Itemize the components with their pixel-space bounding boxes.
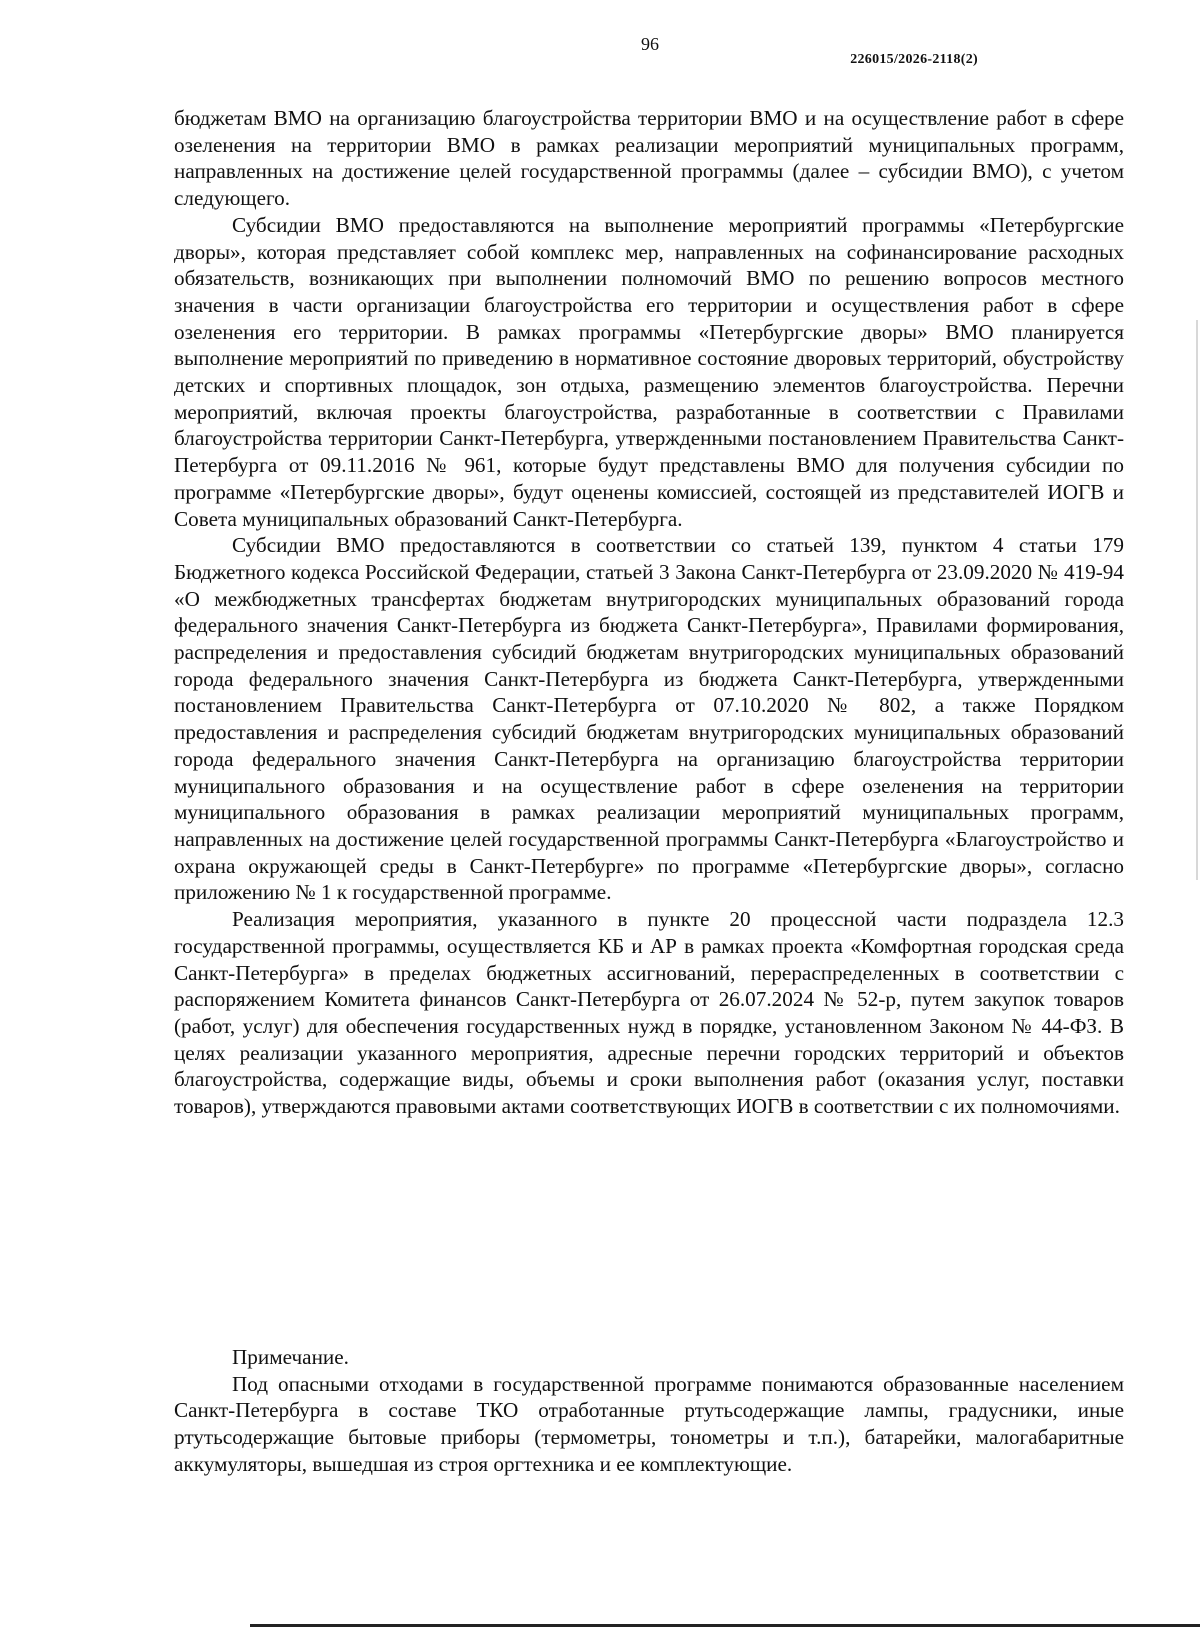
paragraph-legal-basis: Субсидии ВМО предоставляются в соответствии со статьей 139, пунктом 4 статьи 179 Бюджетного кодекса Российской Федерации, статьей 3 Закона Санкт-Петербурга от 23.09.2020 № 419-94 «О межбюджетных трансфертах бюджетам внутригородских муниципальных образований города федерального значения Санкт-Петербурга из бюджета Санкт-Петербурга», Правилами формирования, распределения и предоставления субсидий бюджетам внутригородских муниципальных образований города федерального значения Санкт-Петербурга из бюджета Санкт-Петербурга, утвержденными постановлением Правительства Санкт-Петербурга от 07.10.2020 № 802, а также Порядком предоставления и распределения субсидий бюджетам внутригородских муниципальных образований города федерального значения Санкт-Петербурга на организацию благоустройства территории муниципального образования и на осуществление работ в сфере озеленения на территории муниципального образования в рамках реализации мероприятий муниципальных программ, направленных на достижение целей государственной программы Санкт-Петербурга «Благоустройство и охрана окружающей среды в Санкт-Петербурге» по программе «Петербургские дворы», согласно приложению № 1 к государственной программе.: [174, 533, 1124, 905]
scan-bottom-border: [250, 1624, 1200, 1627]
note-text: Под опасными отходами в государственной программе понимаются образованные населением Санкт-Петербурга в составе ТКО отработанные ртутьсодержащие лампы, градусники, иные ртутьсодержащие бытовые приборы (термометры, тонометры и т.п.), батарейки, малогабаритные аккумуляторы, вышедшая из строя оргтехника и ее комплектующие.: [174, 1371, 1124, 1476]
note-title: Примечание.: [232, 1345, 349, 1369]
page-number: 96: [641, 34, 659, 54]
paragraph-implementation: Реализация мероприятия, указанного в пункте 20 процессной части подраздела 12.3 государственной программы, осуществляется КБ и АР в рамках проекта «Комфортная городская среда Санкт-Петербурга» в пределах бюджетных ассигнований, перераспределенных в соответствии с распоряжением Комитета финансов Санкт-Петербурга от 26.07.2024 № 52-р, путем закупок товаров (работ, услуг) для обеспечения государственных нужд в порядке, установленном Законом № 44-ФЗ. В целях реализации указанного мероприятия, адресные перечни городских территорий и объектов благоустройства, содержащие виды, объемы и сроки выполнения работ (оказания услуг, поставки товаров), утверждаются правовыми актами соответствующих ИОГВ в соответствии с их полномочиями.: [174, 907, 1124, 1119]
document-body: [174, 105, 1124, 1120]
scan-edge-line: [1196, 320, 1198, 880]
document-code: 226015/2026-2118(2): [850, 52, 978, 67]
note-section: [174, 1344, 1124, 1478]
paragraph-continuation: бюджетам ВМО на организацию благоустройства территории ВМО и на осуществление работ в сфере озеленения на территории ВМО в рамках реализации мероприятий муниципальных программ, направленных на достижение целей государственной программы (далее – субсидии ВМО), с учетом следующего.: [174, 106, 1124, 211]
paragraph-petersburg-yards: Субсидии ВМО предоставляются на выполнение мероприятий программы «Петербургские дворы», которая представляет собой комплекс мер, направленных на софинансирование расходных обязательств, возникающих при выполнении полномочий ВМО по решению вопросов местного значения в части организации благоустройства его территории и осуществления работ в сфере озеленения его территории. В рамках программы «Петербургские дворы» ВМО планируется выполнение мероприятий по приведению в нормативное состояние дворовых территорий, обустройству детских и спортивных площадок, зон отдыха, размещению элементов благоустройства. Перечни мероприятий, включая проекты благоустройства, разработанные в соответствии с Правилами благоустройства территории Санкт-Петербурга, утвержденными постановлением Правительства Санкт-Петербурга от 09.11.2016 № 961, которые будут представлены ВМО для получения субсидии по программе «Петербургские дворы», будут оценены комиссией, состоящей из представителей ИОГВ и Совета муниципальных образований Санкт-Петербурга.: [174, 212, 1124, 531]
